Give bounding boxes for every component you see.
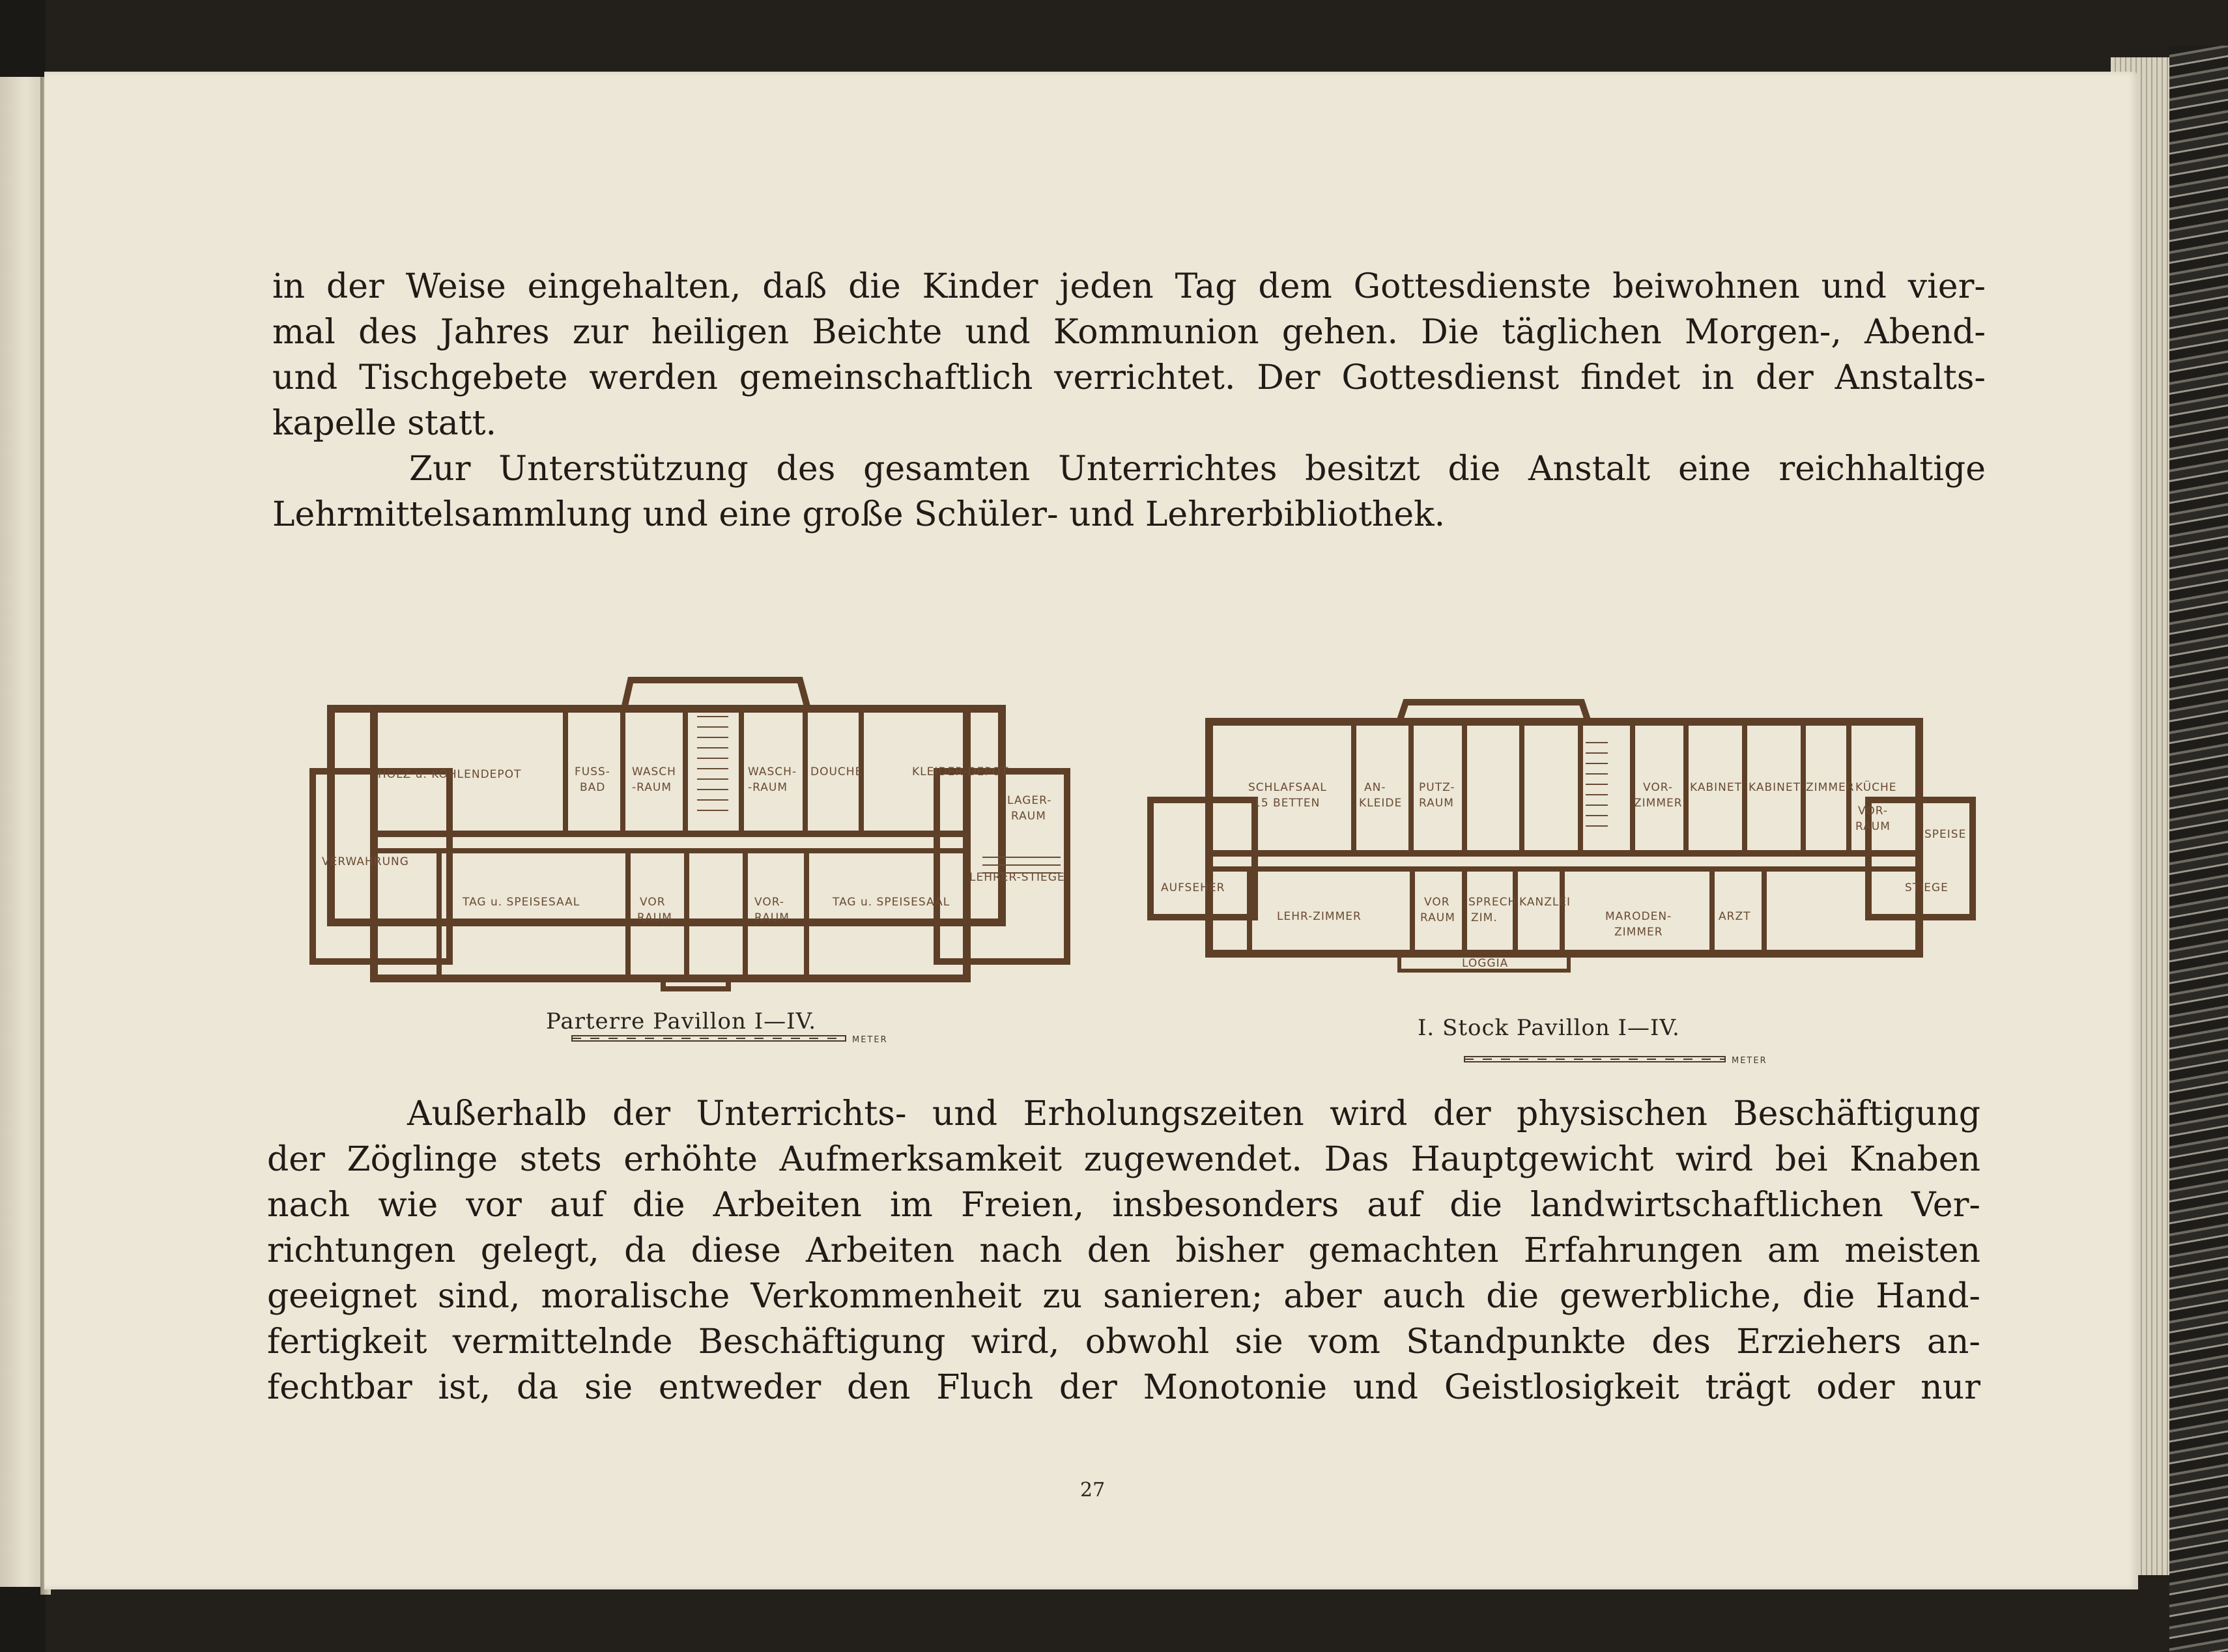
room-label: TAG u. SPEISESAAL: [463, 896, 580, 909]
room-label: STIEGE: [1905, 881, 1949, 894]
text-line: mal des Jahres zur heiligen Beichte und Kommunion gehen. Die täglichen Morgen-, Abend-: [272, 313, 1986, 352]
paragraph-top: [272, 267, 1986, 619]
text-line: kapelle statt.: [272, 404, 497, 443]
room-label: DOUCHE: [810, 765, 863, 778]
room-label: PUTZ-: [1419, 781, 1455, 794]
room-label: TAG u. SPEISESAAL: [833, 896, 950, 909]
room-label: FUSS-: [575, 765, 610, 778]
room-label: VOR-: [1858, 805, 1888, 818]
room-label: KANZLEI: [1519, 896, 1571, 909]
text-line: Außerhalb der Unterrichts- und Erholungszeiten wird der physischen Beschäftigung: [407, 1094, 1980, 1133]
room-label: RAUM: [1011, 810, 1046, 823]
room-label: LEHRER-STIEGE: [969, 871, 1065, 884]
room-label: VOR: [1424, 896, 1450, 909]
book-page: [44, 72, 2138, 1589]
text-line: richtungen gelegt, da diese Arbeiten nach den bisher gemachten Erfahrungen am meisten: [267, 1231, 1980, 1270]
left-page-edge: [0, 77, 43, 1587]
paragraph-bottom: [267, 1094, 1980, 1446]
scale-bar: [1464, 1056, 1767, 1066]
room-label: HOLZ u. KOHLENDEPOT: [378, 768, 522, 781]
room-label: -RAUM: [748, 781, 788, 794]
figure-caption-left: Parterre Pavillon I—IV.: [546, 1008, 816, 1034]
room-label: -RAUM: [632, 781, 672, 794]
room-label: VOR: [640, 896, 666, 909]
room-label: SPRECH: [1468, 896, 1517, 909]
room-label: LOGGIA: [1462, 957, 1509, 970]
room-label: KLEIDE: [1359, 797, 1403, 810]
room-label: VOR-: [1643, 781, 1673, 794]
room-label: AUFSEHER: [1161, 881, 1225, 894]
text-line: Lehrmittelsammlung und eine große Schüler- und Lehrerbibliothek.: [272, 495, 1446, 534]
scale-label: METER: [1732, 1056, 1767, 1066]
room-label: VERWAHRUNG: [322, 855, 409, 868]
room-label: AN-: [1364, 781, 1386, 794]
page-number: 27: [1080, 1479, 1106, 1502]
room-label: KABINET: [1749, 781, 1801, 794]
text-line: fechtbar ist, da sie entweder den Fluch der Monotonie und Geistlosigkeit trägt oder nur: [267, 1368, 1980, 1407]
room-label: RAUM: [637, 911, 672, 924]
room-label: ZIMMER: [1634, 797, 1683, 810]
scale-label: METER: [852, 1035, 888, 1045]
text-line: Zur Unterstützung des gesamten Unterrichtes besitzt die Anstalt eine reichhaltige: [409, 449, 1986, 489]
figure-caption-right: I. Stock Pavillon I—IV.: [1418, 1015, 1680, 1041]
text-line: fertigkeit vermittelnde Beschäftigung wird, obwohl sie vom Standpunkte des Erziehers an-: [267, 1322, 1980, 1361]
marbled-cover-edge: [2169, 46, 2228, 1652]
room-label: RAUM: [1419, 797, 1454, 810]
room-label: WASCH-: [748, 765, 797, 778]
room-label: MARODEN-: [1605, 910, 1672, 923]
room-label: LAGER-: [1007, 794, 1052, 807]
room-label: ARZT: [1719, 910, 1751, 923]
scale-bar: [572, 1035, 888, 1045]
room-label: KÜCHE: [1855, 781, 1897, 794]
room-label: 15 BETTEN: [1253, 797, 1321, 810]
room-label: WASCH: [632, 765, 676, 778]
text-line: geeignet sind, moralische Verkommenheit zu sanieren; aber auch die gewerbliche, die Hand-: [267, 1277, 1980, 1316]
plan-walls: [313, 680, 1067, 989]
text-line: der Zöglinge stets erhöhte Aufmerksamkeit zugewendet. Das Hauptgewicht wird bei Knaben: [267, 1140, 1980, 1179]
room-label: SPEISE: [1924, 828, 1967, 841]
room-label: KLEIDER-DEPOT: [912, 765, 1009, 778]
room-label: RAUM: [754, 911, 790, 924]
room-label: RAUM: [1855, 820, 1891, 833]
room-label: ZIMMER: [1806, 781, 1855, 794]
room-label: BAD: [580, 781, 606, 794]
plan-walls: [1150, 702, 1973, 971]
room-label: LEHR-ZIMMER: [1277, 910, 1362, 923]
room-label: KABINET: [1690, 781, 1742, 794]
text-line: in der Weise eingehalten, daß die Kinder jeden Tag dem Gottesdienste beiwohnen und vier-: [272, 267, 1986, 306]
room-label: ZIM.: [1471, 911, 1498, 924]
room-label: RAUM: [1420, 911, 1455, 924]
room-label: VOR-: [754, 896, 784, 909]
plan-labels: [322, 765, 1065, 924]
room-label: SCHLAFSAAL: [1248, 781, 1327, 794]
text-line: nach wie vor auf die Arbeiten im Freien, insbesonders auf die landwirtschaftlichen Ver-: [267, 1186, 1980, 1225]
text-line: und Tischgebete werden gemeinschaftlich verrichtet. Der Gottesdienst findet in der Anstalts-: [272, 358, 1986, 397]
room-label: ZIMMER: [1614, 926, 1663, 939]
